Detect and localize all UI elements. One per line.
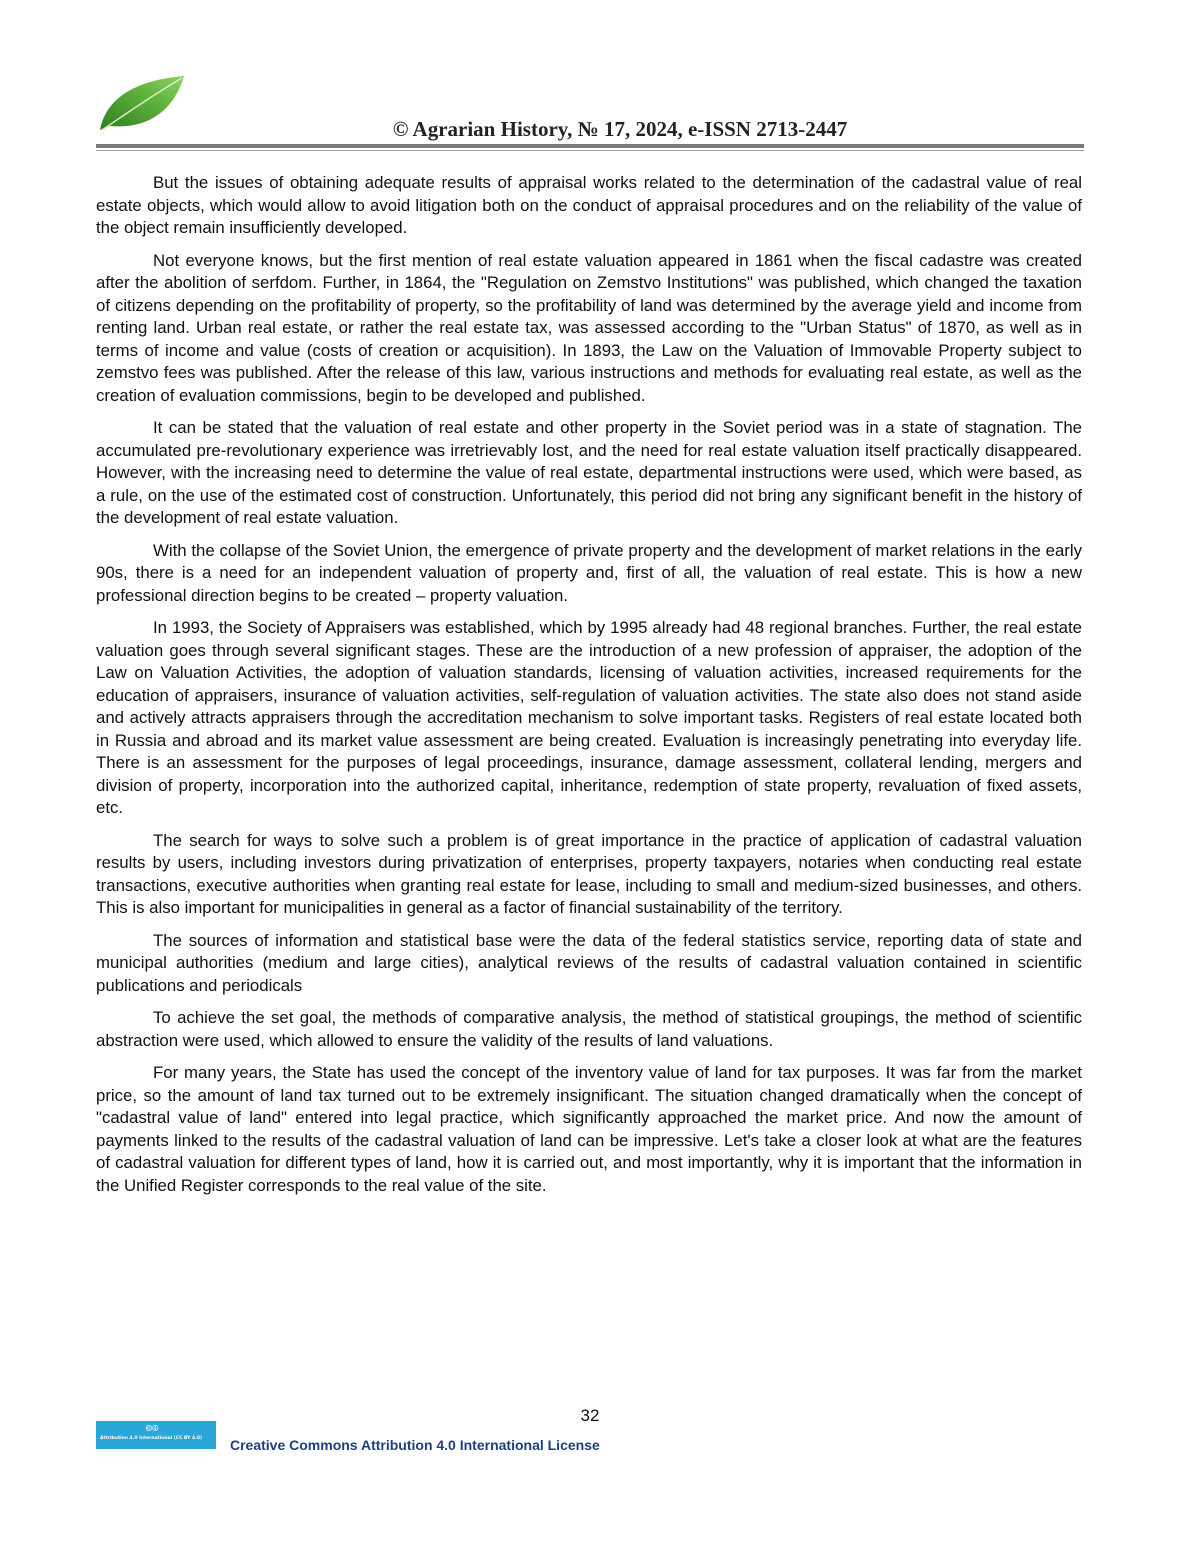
paragraph: The search for ways to solve such a problem is of great importance in the practice of application of cadastral valuation results by users, including investors during privatization of enterprises, property taxpayers, notaries when conducting real estate transactions, executive authorities when granting real estate for lease, including to small and medium-sized businesses, and others. This is also important for municipalities in general as a factor of financial sustainability of the territory. [96, 830, 1082, 917]
paragraph: To achieve the set goal, the methods of comparative analysis, the method of statistical groupings, the method of scientific abstraction were used, which allowed to ensure the validity of the results of land valuations. [96, 1008, 1082, 1050]
header-rule-thin [96, 150, 1084, 151]
header-rule [96, 144, 1084, 148]
paragraph: For many years, the State has used the concept of the inventory value of land for tax purposes. It was far from the market price, so the amount of land tax turned out to be extremely insignificant. The situation changed dramatically when the concept of "cadastral value of land" entered into legal practice, which significantly approached the market price. And now the amount of payments linked to the results of the cadastral valuation of land can be impressive. Let's take a closer look at what are the features of cadastral valuation for different types of land, how it is carried out, and most importantly, why it is important that the information in the Unified Register corresponds to the real value of the site. [96, 1063, 1082, 1195]
paragraph: But the issues of obtaining adequate results of appraisal works related to the determination of the cadastral value of real estate objects, which would allow to avoid litigation both on the conduct of appraisal procedures and on the reliability of the value of the object remain insufficiently developed. [96, 173, 1082, 237]
paragraph: Not everyone knows, but the first mention of real estate valuation appeared in 1861 when the fiscal cadastre was created after the abolition of serfdom. Further, in 1864, the "Regulation on Zemstvo Institutions" was published, which changed the taxation of citizens depending on the profitability of property, so the profitability of land was determined by the average yield and income from renting land. Urban real estate, or rather the real estate tax, was assessed according to the "Urban Status" of 1870, as well as in terms of income and value (costs of creation or acquisition). In 1893, the Law on the Valuation of Immovable Property subject to zemstvo fees was published. After the release of this law, various instructions and methods for evaluating real estate, as well as the creation of evaluation commissions, begin to be developed and published. [96, 250, 1082, 405]
paragraph: With the collapse of the Soviet Union, the emergence of private property and the development of market relations in the early 90s, there is a need for an independent valuation of property and, first of all, the valuation of real estate. This is how a new professional direction begins to be created – property valuation. [96, 540, 1082, 605]
cc-badge-text: Attribution 4.0 International (CC BY 4.0) [100, 1436, 203, 1441]
article-body [96, 172, 1082, 1207]
paragraph: The sources of information and statistical base were the data of the federal statistics service, reporting data of state and municipal authorities (medium and large cities), analytical reviews of the results of cadastral valuation contained in scientific publications and periodicals [96, 930, 1082, 995]
page-number: 32 [580, 1406, 600, 1425]
cc-license-badge[interactable] [96, 1421, 216, 1449]
journal-title: © Agrarian History, № 17, 2024, e-ISSN 2713-2447 [392, 117, 848, 141]
paragraph: In 1993, the Society of Appraisers was established, which by 1995 already had 48 regional branches. Further, the real estate valuation goes through several significant stages. These are the introduction of a new profession of appraiser, the adoption of the Law on Valuation Activities, the adoption of valuation standards, licensing of valuation activities, increased requirements for the education of appraisers, insurance of valuation activities, self-regulation of valuation activities. The state also does not stand aside and actively attracts appraisers through the accreditation mechanism to solve important tasks. Registers of real estate located both in Russia and abroad and its market value assessment are being created. Evaluation is increasingly penetrating into everyday life. There is an assessment for the purposes of legal proceedings, insurance, damage assessment, collateral lending, mergers and division of property, incorporation into the authorized capital, inheritance, redemption of state property, revaluation of fixed assets, etc. [96, 618, 1082, 817]
paragraph: It can be stated that the valuation of real estate and other property in the Soviet period was in a state of stagnation. The accumulated pre-revolutionary experience was irretrievably lost, and the need for real estate valuation itself practically disappeared. However, with the increasing need to determine the value of real estate, departmental instructions were used, which were based, as a rule, on the use of the estimated cost of construction. Unfortunately, this period did not bring any significant benefit in the history of the development of real estate valuation. [96, 418, 1082, 527]
cc-by-icon: 🅭🅯 [146, 1424, 160, 1434]
license-link[interactable]: Creative Commons Attribution 4.0 International License [230, 1437, 600, 1453]
